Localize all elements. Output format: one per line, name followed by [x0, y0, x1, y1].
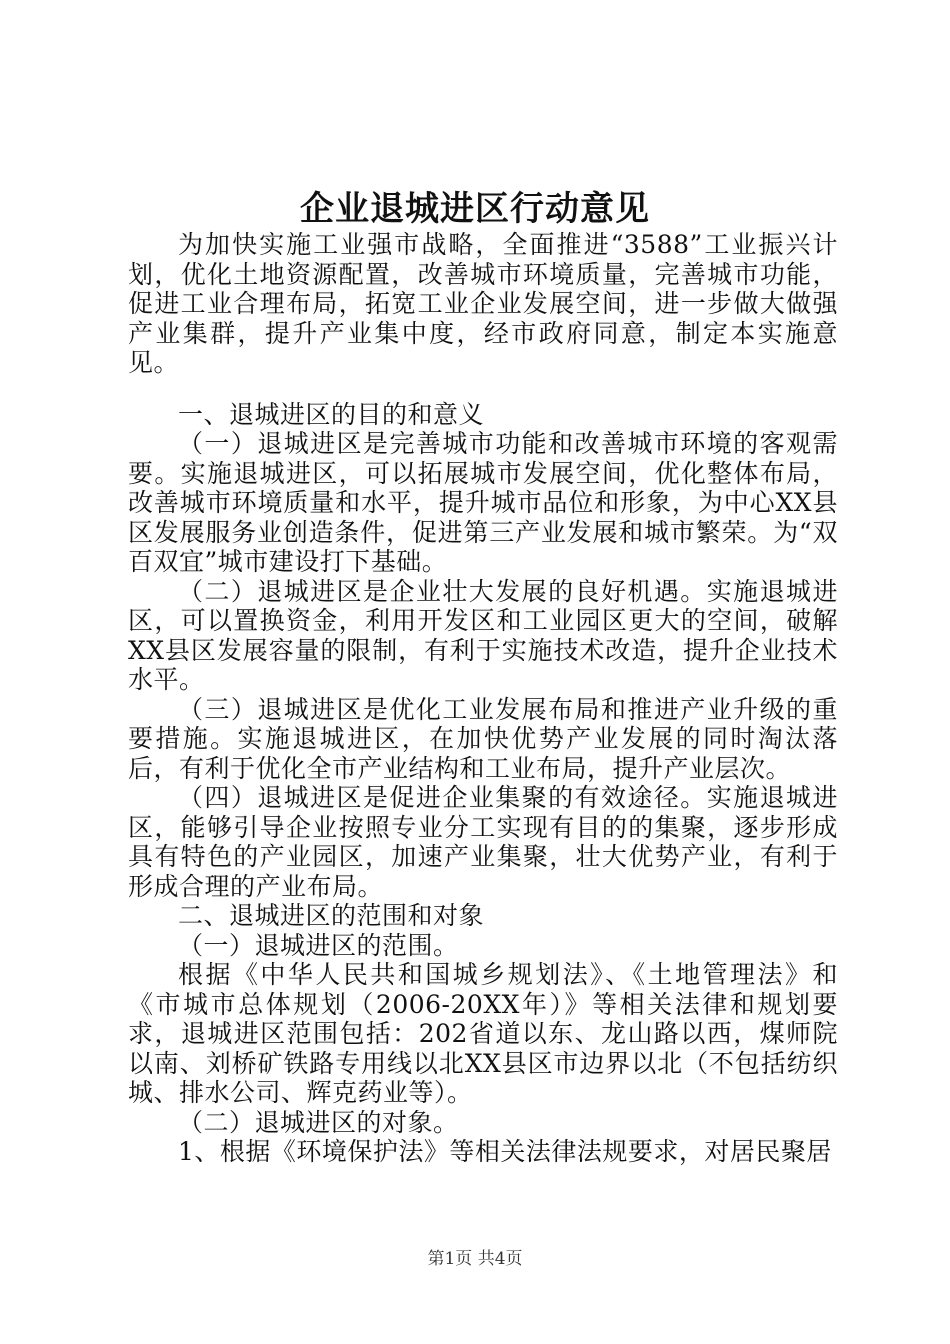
paragraph-2-2-item-1: 1、根据《环境保护法》等相关法律法规要求，对居民聚居 — [178, 1137, 832, 1166]
document-body — [128, 230, 838, 1167]
paragraph-gap — [128, 378, 838, 400]
document-title: 企业退城进区行动意见 — [300, 189, 650, 229]
section-heading-1: 一、退城进区的目的和意义 — [178, 399, 485, 429]
page-number-footer: 第1页 共4页 — [427, 1249, 523, 1269]
subheading-2-1: （一）退城进区的范围。 — [178, 930, 459, 960]
paragraph-1-3: （三）退城进区是优化工业发展布局和推进产业升级的重要措施。实施退城进区，在加快优势产业发展的同时淘汰落后，有利于优化全市产业结构和工业布局，提升产业层次。 — [128, 694, 838, 783]
paragraph-1-2: （二）退城进区是企业壮大发展的良好机遇。实施退城进区，可以置换资金，利用开发区和工业园区更大的空间，破解XX县区发展容量的限制，有利于实施技术改造，提升企业技术水平。 — [128, 576, 838, 694]
section-heading-2: 二、退城进区的范围和对象 — [178, 901, 485, 930]
paragraph-2-1: 根据《中华人民共和国城乡规划法》、《土地管理法》和《市城市总体规划（2006-20XX年）》等相关法律和规划要求，退城进区范围包括：202省道以东、龙山路以西，煤师院以南、刘桥矿铁路专用线以北XX县区市边界以北（不包括纺织城、排水公司、辉克药业等）。 — [128, 960, 838, 1107]
intro-paragraph: 为加快实施工业强市战略，全面推进“3588”工业振兴计划，优化土地资源配置，改善城市环境质量，完善城市功能，促进工业合理布局，拓宽工业企业发展空间，进一步做大做强产业集群，提升产业集中度，经市政府同意，制定本实施意见。 — [128, 230, 838, 377]
paragraph-1-4: （四）退城进区是促进企业集聚的有效途径。实施退城进区，能够引导企业按照专业分工实现有目的的集聚，逐步形成具有特色的产业园区，加速产业集聚，壮大优势产业，有利于形成合理的产业布局。 — [128, 783, 838, 901]
paragraph-1-1: （一）退城进区是完善城市功能和改善城市环境的客观需要。实施退城进区，可以拓展城市发展空间，优化整体布局，改善城市环境质量和水平，提升城市品位和形象，为中心XX县区发展服务业创造条件，促进第三产业发展和城市繁荣。为“双百双宜”城市建设打下基础。 — [128, 429, 838, 576]
subheading-2-2: （二）退城进区的对象。 — [178, 1107, 459, 1137]
